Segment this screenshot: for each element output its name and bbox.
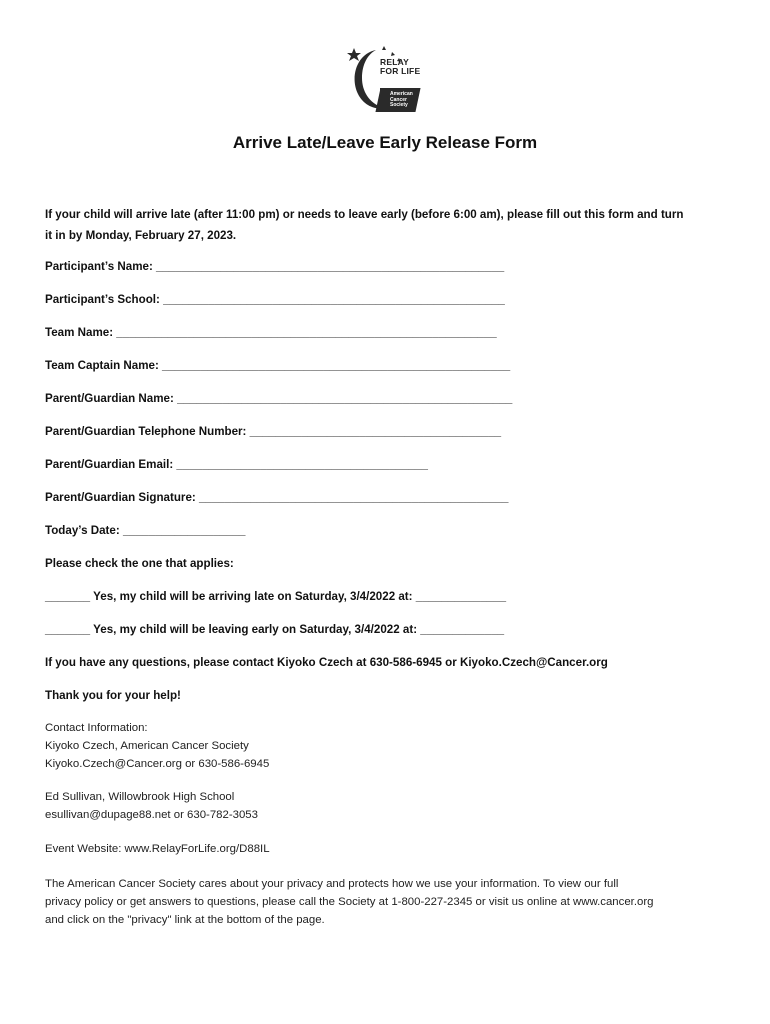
team-name-field[interactable]: Team Name: ___________________________________________________________ bbox=[45, 326, 497, 339]
event-website: Event Website: www.RelayForLife.org/D88IL bbox=[45, 843, 270, 855]
option-leaving-early[interactable]: _______ Yes, my child will be leaving early on Saturday, 3/4/2022 at: _____________ bbox=[45, 623, 505, 636]
privacy-notice: The American Cancer Society cares about your privacy and protects how we use your information. To view our full privacy policy or get answers to questions, please call the Society at 1-800-227-2345 or visit us online at www.cancer.org and click on the "privacy" link at the bottom of the page. bbox=[45, 878, 654, 926]
intro-paragraph: If your child will arrive late (after 11:00 pm) or needs to leave early (before 6:00 am), please fill out this form and turn it in by Monday, February 27, 2023. bbox=[45, 208, 684, 242]
contact-line: Kiyoko.Czech@Cancer.org or 630-586-6945 bbox=[45, 758, 270, 770]
contact-line: esullivan@dupage88.net or 630-782-3053 bbox=[45, 809, 258, 821]
parent-signature-field[interactable]: Parent/Guardian Signature: ________________________________________________ bbox=[45, 491, 509, 504]
logo-wordmark: RELAY FOR LIFE bbox=[380, 57, 421, 76]
contact-line: Ed Sullivan, Willowbrook High School bbox=[45, 791, 235, 803]
contact-heading: Contact Information: bbox=[45, 722, 148, 734]
questions-text: If you have any questions, please contact Kiyoko Czech at 630-586-6945 or Kiyoko.Czech@Cancer.org bbox=[45, 656, 608, 669]
contact-line: Kiyoko Czech, American Cancer Society bbox=[45, 740, 249, 752]
participant-name-field[interactable]: Participant’s Name: ______________________________________________________ bbox=[45, 260, 505, 273]
parent-email-field[interactable]: Parent/Guardian Email: _______________________________________ bbox=[45, 458, 428, 471]
team-captain-name-field[interactable]: Team Captain Name: ______________________________________________________ bbox=[45, 359, 511, 372]
participant-school-field[interactable]: Participant’s School: _____________________________________________________ bbox=[45, 293, 505, 306]
parent-phone-field[interactable]: Parent/Guardian Telephone Number: _______________________________________ bbox=[45, 425, 502, 438]
page-title: Arrive Late/Leave Early Release Form bbox=[232, 133, 538, 152]
thanks-text: Thank you for your help! bbox=[45, 689, 181, 702]
logo-badge-text: American Cancer Society bbox=[390, 91, 413, 108]
relay-for-life-logo bbox=[344, 44, 428, 116]
school-contact bbox=[45, 788, 258, 824]
check-heading: Please check the one that applies: bbox=[45, 557, 234, 570]
option-arriving-late[interactable]: _______ Yes, my child will be arriving late on Saturday, 3/4/2022 at: ______________ bbox=[45, 590, 507, 603]
parent-name-field[interactable]: Parent/Guardian Name: ____________________________________________________ bbox=[45, 392, 513, 405]
contact-information bbox=[45, 719, 269, 773]
todays-date-field[interactable]: Today’s Date: ___________________ bbox=[45, 524, 246, 537]
